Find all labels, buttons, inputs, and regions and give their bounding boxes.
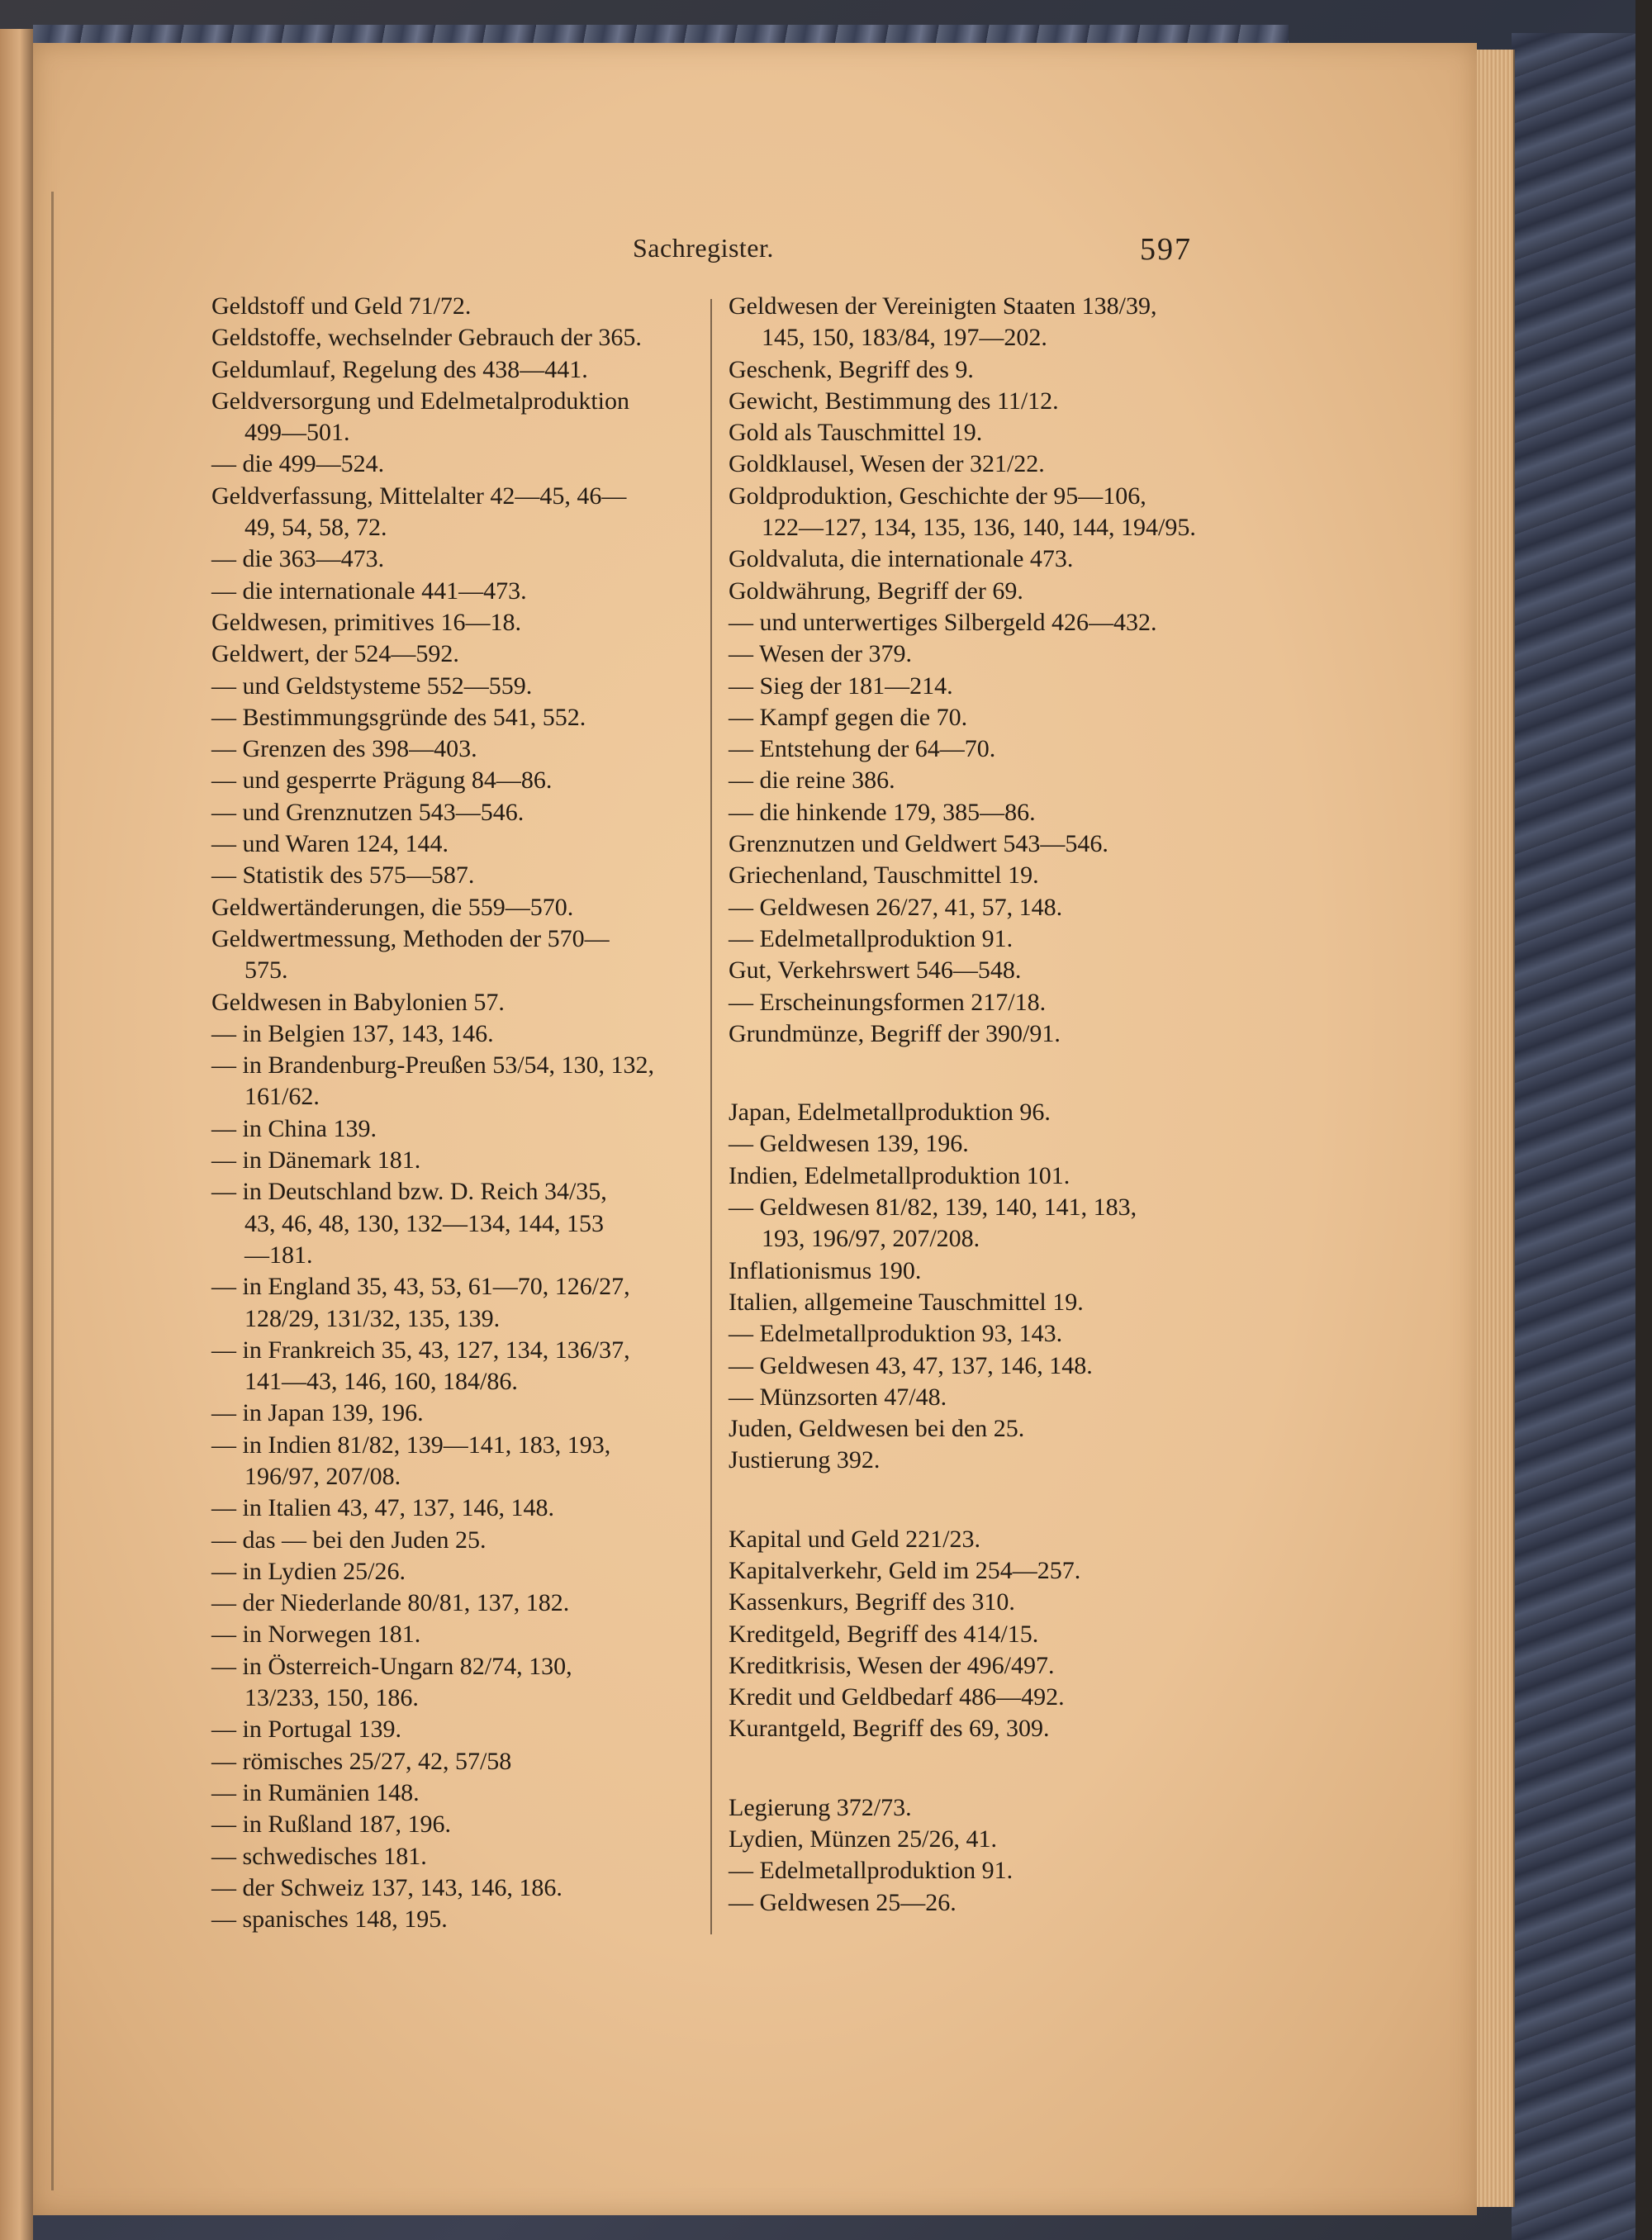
index-entry: — und Grenznutzen 543—546.	[211, 798, 525, 826]
index-entry: 43, 46, 48, 130, 132—134, 144, 153	[244, 1209, 604, 1237]
index-entry: Japan, Edelmetallproduktion 96.	[729, 1099, 1051, 1127]
index-entry: 196/97, 207/08.	[244, 1462, 401, 1490]
index-entry: 575.	[244, 956, 288, 985]
index-entry: Kreditgeld, Begriff des 414/15.	[729, 1620, 1039, 1648]
index-entry: — der Schweiz 137, 143, 146, 186.	[211, 1873, 563, 1901]
column-divider	[710, 299, 712, 1934]
index-entry: 193, 196/97, 207/208.	[762, 1225, 980, 1253]
index-entry: — und Waren 124, 144.	[211, 830, 449, 858]
index-entry: Geldstoffe, wechselnder Gebrauch der 365.	[211, 324, 642, 352]
index-entry: — die hinkende 179, 385—86.	[729, 798, 1036, 826]
index-entry: — Münzsorten 47/48.	[729, 1383, 947, 1411]
index-entry: — in Österreich-Ungarn 82/74, 130,	[211, 1652, 572, 1680]
index-entry: — Geldwesen 139, 196.	[729, 1130, 969, 1158]
page-stack-edge	[1477, 50, 1515, 2207]
index-entry: — und unterwertiges Silbergeld 426—432.	[729, 608, 1157, 636]
index-entry: — in China 139.	[211, 1114, 377, 1142]
index-entry: — in Indien 81/82, 139—141, 183, 193,	[211, 1431, 611, 1459]
index-entry: Grundmünze, Begriff der 390/91.	[729, 1019, 1061, 1047]
index-entry: Indien, Edelmetallproduktion 101.	[729, 1161, 1070, 1189]
section-gap	[729, 1745, 1224, 1792]
index-entry: — das — bei den Juden 25.	[211, 1526, 487, 1554]
index-entry: Geldverfassung, Mittelalter 42—45, 46—	[211, 482, 627, 510]
index-entry: Gewicht, Bestimmung des 11/12.	[729, 387, 1059, 415]
index-entry: — römisches 25/27, 42, 57/58	[211, 1747, 512, 1775]
index-column-right	[729, 291, 1224, 1919]
index-entry: — Edelmetallproduktion 91.	[729, 924, 1014, 952]
index-entry: — und gesperrte Prägung 84—86.	[211, 766, 553, 795]
index-entry: — der Niederlande 80/81, 137, 182.	[211, 1589, 570, 1617]
index-entry: Geldwertmessung, Methoden der 570—	[211, 924, 610, 952]
index-entry: Italien, allgemeine Tauschmittel 19.	[729, 1288, 1084, 1316]
index-entry: — Entstehung der 64—70.	[729, 735, 996, 763]
index-entry: Geldstoff und Geld 71/72.	[211, 292, 472, 320]
index-entry: — schwedisches 181.	[211, 1842, 427, 1870]
index-entry: — in Rußland 187, 196.	[211, 1811, 451, 1839]
index-entry: Goldproduktion, Geschichte der 95—106,	[729, 482, 1146, 510]
index-entry: Geldumlauf, Regelung des 438—441.	[211, 355, 588, 383]
index-entry: — Geldwesen 25—26.	[729, 1888, 957, 1916]
index-entry: — Geldwesen 43, 47, 137, 146, 148.	[729, 1351, 1093, 1379]
index-entry: Goldwährung, Begriff der 69.	[729, 577, 1023, 605]
index-entry: — Grenzen des 398—403.	[211, 735, 477, 763]
index-entry: — die reine 386.	[729, 766, 895, 795]
section-gap	[729, 1477, 1224, 1524]
index-entry: Justierung 392.	[729, 1446, 881, 1474]
index-entry: Geldwesen der Vereinigten Staaten 138/39,	[729, 292, 1157, 320]
index-entry: — spanisches 148, 195.	[211, 1905, 448, 1934]
index-entry: Kurantgeld, Begriff des 69, 309.	[729, 1715, 1050, 1743]
index-entry: Kapitalverkehr, Geld im 254—257.	[729, 1556, 1081, 1584]
index-entry: —181.	[244, 1241, 313, 1269]
index-entry: Geldversorgung und Edelmetalproduktion	[211, 387, 630, 415]
page-number: 597	[1140, 232, 1192, 267]
index-entry: — Erscheinungsformen 217/18.	[729, 988, 1047, 1016]
index-entry: — in Rumänien 148.	[211, 1778, 420, 1806]
index-entry: — Edelmetallproduktion 91.	[729, 1857, 1014, 1885]
index-entry: Goldklausel, Wesen der 321/22.	[729, 450, 1045, 478]
index-entry: — Edelmetallproduktion 93, 143.	[729, 1320, 1063, 1348]
index-entry: 141—43, 146, 160, 184/86.	[244, 1368, 518, 1396]
index-entry: — in Japan 139, 196.	[211, 1399, 424, 1427]
index-entry: — in Dänemark 181.	[211, 1146, 421, 1175]
index-entry: Kreditkrisis, Wesen der 496/497.	[729, 1651, 1055, 1679]
index-entry: Geldwert, der 524—592.	[211, 640, 459, 668]
index-entry: Kredit und Geldbedarf 486—492.	[729, 1683, 1065, 1711]
index-entry: — Wesen der 379.	[729, 640, 912, 668]
index-entry: Kassenkurs, Begriff des 310.	[729, 1588, 1015, 1616]
index-entry: — Statistik des 575—587.	[211, 861, 475, 890]
index-entry: Grenznutzen und Geldwert 543—546.	[729, 830, 1108, 858]
index-entry: — in Brandenburg-Preußen 53/54, 130, 132,	[211, 1051, 655, 1080]
index-entry: Juden, Geldwesen bei den 25.	[729, 1415, 1025, 1443]
index-entry: — in Frankreich 35, 43, 127, 134, 136/37,	[211, 1336, 630, 1364]
index-entry: 49, 54, 58, 72.	[244, 514, 387, 542]
index-entry: — in Italien 43, 47, 137, 146, 148.	[211, 1494, 554, 1522]
index-entry: — in Lydien 25/26.	[211, 1557, 406, 1585]
index-entry: — in Deutschland bzw. D. Reich 34/35,	[211, 1178, 607, 1206]
section-gap	[729, 1050, 1224, 1097]
index-entry: — Bestimmungsgründe des 541, 552.	[211, 703, 586, 731]
index-entry: Geschenk, Begriff des 9.	[729, 355, 974, 383]
index-entry: 122—127, 134, 135, 136, 140, 144, 194/95.	[762, 514, 1196, 542]
index-entry: Kapital und Geld 221/23.	[729, 1525, 980, 1553]
index-entry: — die 363—473.	[211, 545, 385, 573]
index-entry: — Sieg der 181—214.	[729, 672, 953, 700]
binding-fold	[51, 192, 54, 2190]
index-entry: — in England 35, 43, 53, 61—70, 126/27,	[211, 1273, 630, 1301]
index-entry: Geldwesen, primitives 16—18.	[211, 608, 521, 636]
index-entry: — in Portugal 139.	[211, 1716, 401, 1744]
cover-marbled-edge	[1512, 33, 1635, 2240]
index-entry: — Geldwesen 26/27, 41, 57, 148.	[729, 893, 1063, 921]
index-entry: 13/233, 150, 186.	[244, 1684, 419, 1712]
index-entry: Lydien, Münzen 25/26, 41.	[729, 1825, 997, 1853]
index-entry: Goldvaluta, die internationale 473.	[729, 545, 1074, 573]
index-entry: — die internationale 441—473.	[211, 577, 527, 605]
index-entry: 145, 150, 183/84, 197—202.	[762, 324, 1047, 352]
index-entry: — in Norwegen 181.	[211, 1621, 421, 1649]
index-entry: 128/29, 131/32, 135, 139.	[244, 1304, 501, 1332]
running-header-title: Sachregister.	[633, 233, 774, 263]
index-entry: Gut, Verkehrswert 546—548.	[729, 956, 1022, 985]
index-entry: — die 499—524.	[211, 450, 385, 478]
index-entry: Legierung 372/73.	[729, 1793, 912, 1821]
index-entry: — Geldwesen 81/82, 139, 140, 141, 183,	[729, 1194, 1137, 1222]
index-entry: Gold als Tauschmittel 19.	[729, 419, 983, 447]
index-entry: 499—501.	[244, 419, 350, 447]
index-entry: — und Geldstysteme 552—559.	[211, 672, 533, 700]
previous-page-edge	[0, 29, 33, 2240]
index-entry: Geldwertänderungen, die 559—570.	[211, 893, 574, 921]
index-column-left	[211, 291, 699, 1935]
index-entry: — Kampf gegen die 70.	[729, 703, 968, 731]
index-entry: Griechenland, Tauschmittel 19.	[729, 861, 1039, 890]
index-entry: 161/62.	[244, 1083, 320, 1111]
index-entry: Inflationismus 190.	[729, 1256, 922, 1284]
index-entry: — in Belgien 137, 143, 146.	[211, 1019, 494, 1047]
index-entry: Geldwesen in Babylonien 57.	[211, 988, 505, 1016]
